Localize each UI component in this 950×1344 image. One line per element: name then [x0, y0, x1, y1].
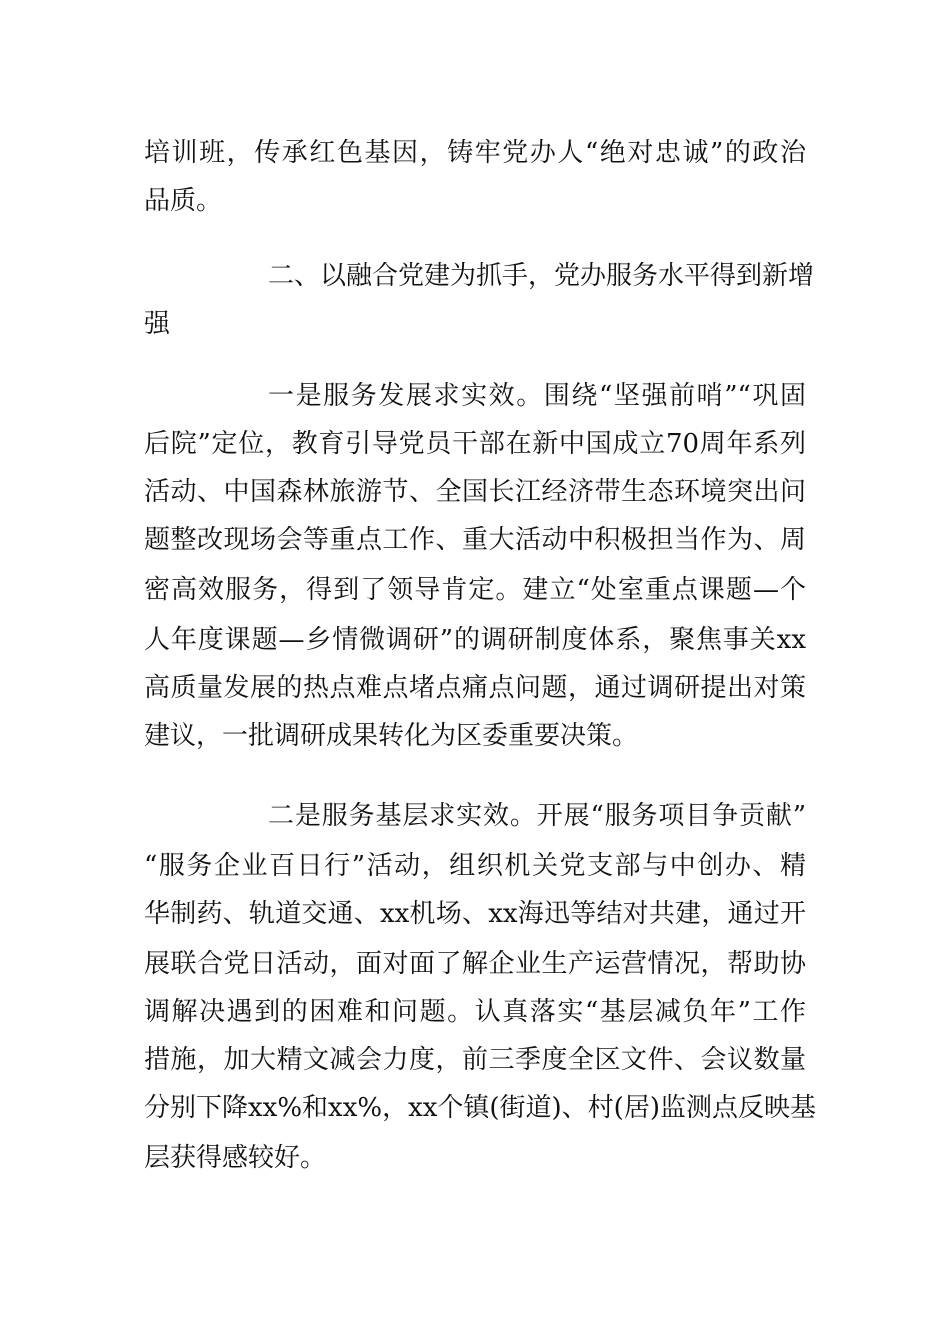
text-line: 二是服务基层求实效。开展“服务项目争贡献” — [268, 801, 806, 831]
text-line: 分别下降xx%和xx%，xx个镇(街道)、村(居)监测点反映基 — [144, 1093, 816, 1123]
text-line: 层获得感较好。 — [144, 1143, 327, 1173]
text-line: 高质量发展的热点难点堵点痛点问题，通过调研提出对策 — [144, 673, 806, 703]
text-line: 建议，一批调研成果转化为区委重要决策。 — [144, 721, 639, 751]
text-line: 华制药、轨道交通、xx机场、xx海迅等结对共建，通过开 — [144, 899, 806, 929]
heading-line: 二、以融合党建为抓手，党办服务水平得到新增 — [268, 261, 815, 291]
text-line: 人年度课题—乡情微调研”的调研制度体系，聚焦事关xx — [144, 625, 806, 655]
text-line: 后院”定位，教育引导党员干部在新中国成立70周年系列 — [144, 429, 806, 459]
text-line: 密高效服务，得到了领导肯定。建立“处室重点课题—个 — [144, 575, 806, 605]
text-line: 品质。 — [144, 186, 223, 216]
text-line: 活动、中国森林旅游节、全国长江经济带生态环境突出问 — [144, 477, 806, 507]
text-line: 一是服务发展求实效。围绕“坚强前哨”“巩固 — [268, 381, 806, 411]
text-line: 调解决遇到的困难和问题。认真落实“基层减负年”工作 — [144, 997, 806, 1027]
text-line: “服务企业百日行”活动，组织机关党支部与中创办、精 — [144, 851, 806, 881]
heading-line: 强 — [144, 309, 171, 339]
text-line: 措施，加大精文减会力度，前三季度全区文件、会议数量 — [144, 1045, 806, 1075]
text-line: 题整改现场会等重点工作、重大活动中积极担当作为、周 — [144, 525, 806, 555]
text-line: 培训班，传承红色基因，铸牢党办人“绝对忠诚”的政治 — [144, 138, 806, 168]
text-line: 展联合党日活动，面对面了解企业生产运营情况，帮助协 — [144, 949, 806, 979]
